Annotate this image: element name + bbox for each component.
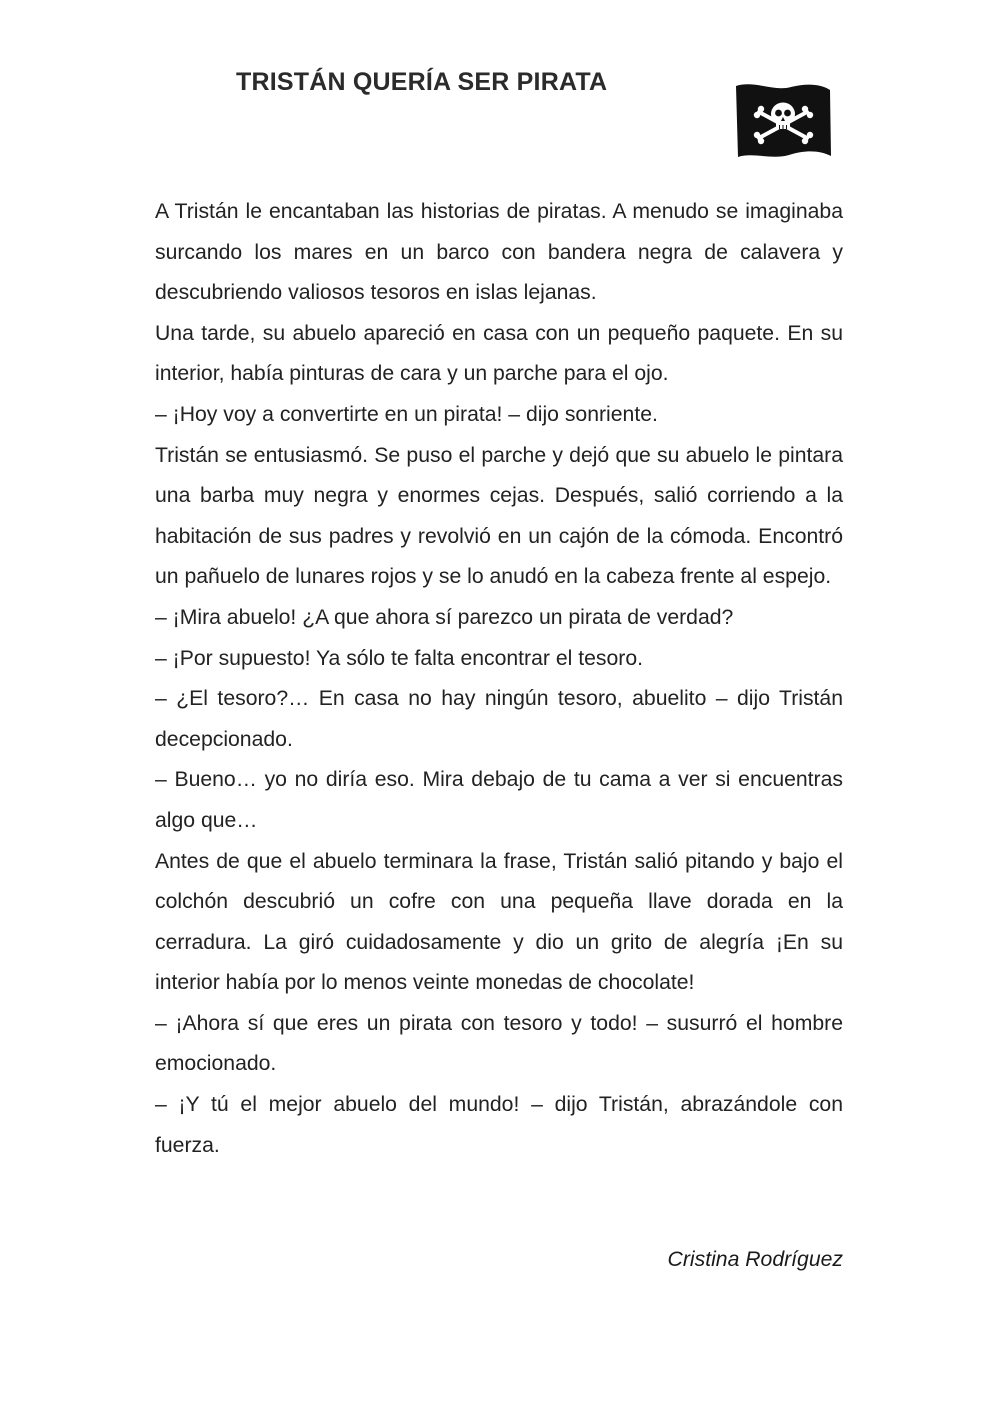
paragraph: – ¡Mira abuelo! ¿A que ahora sí parezco un pirata de verdad? <box>155 605 734 629</box>
paragraph: – ¿El tesoro?… En casa no hay ningún tesoro, abuelito – dijo Tristán decepcionado. <box>155 687 843 751</box>
page-title: TRISTÁN QUERÍA SER PIRATA <box>236 68 608 96</box>
paragraph: – ¡Y tú el mejor abuelo del mundo! – dijo Tristán, abrazándole con fuerza. <box>155 1093 843 1157</box>
paragraph: – ¡Por supuesto! Ya sólo te falta encontrar el tesoro. <box>155 646 643 670</box>
paragraph: – Bueno… yo no diría eso. Mira debajo de tu cama a ver si encuentras algo que… <box>155 768 843 832</box>
pirate-flag-icon <box>733 80 833 162</box>
paragraph: Antes de que el abuelo terminara la frase, Tristán salió pitando y bajo el colchón descubrió un cofre con una pequeña llave dorada en la cerradura. La giró cuidadosamente y dio un grito de alegría ¡En su interior había por lo menos veinte monedas de chocolate! <box>155 849 843 995</box>
story-body <box>155 192 843 1166</box>
paragraph: A Tristán le encantaban las historias de piratas. A menudo se imaginaba surcando los mares en un barco con bandera negra de calavera y descubriendo valiosos tesoros en islas lejanas. <box>155 200 843 305</box>
author-signature: Cristina Rodríguez <box>667 1248 843 1271</box>
paragraph: – ¡Ahora sí que eres un pirata con tesoro y todo! – susurró el hombre emocionado. <box>155 1011 843 1076</box>
paragraph: – ¡Hoy voy a convertirte en un pirata! – dijo sonriente. <box>155 402 658 426</box>
paragraph: Tristán se entusiasmó. Se puso el parche y dejó que su abuelo le pintara una barba muy negra y enormes cejas. Después, salió corriendo a la habitación de sus padres y revolvió en un cajón de la cómoda. Encontró un pañuelo de lunares rojos y se lo anudó en la cabeza frente al espejo. <box>155 443 843 589</box>
paragraph: Una tarde, su abuelo apareció en casa con un pequeño paquete. En su interior, había pinturas de cara y un parche para el ojo. <box>155 321 843 386</box>
